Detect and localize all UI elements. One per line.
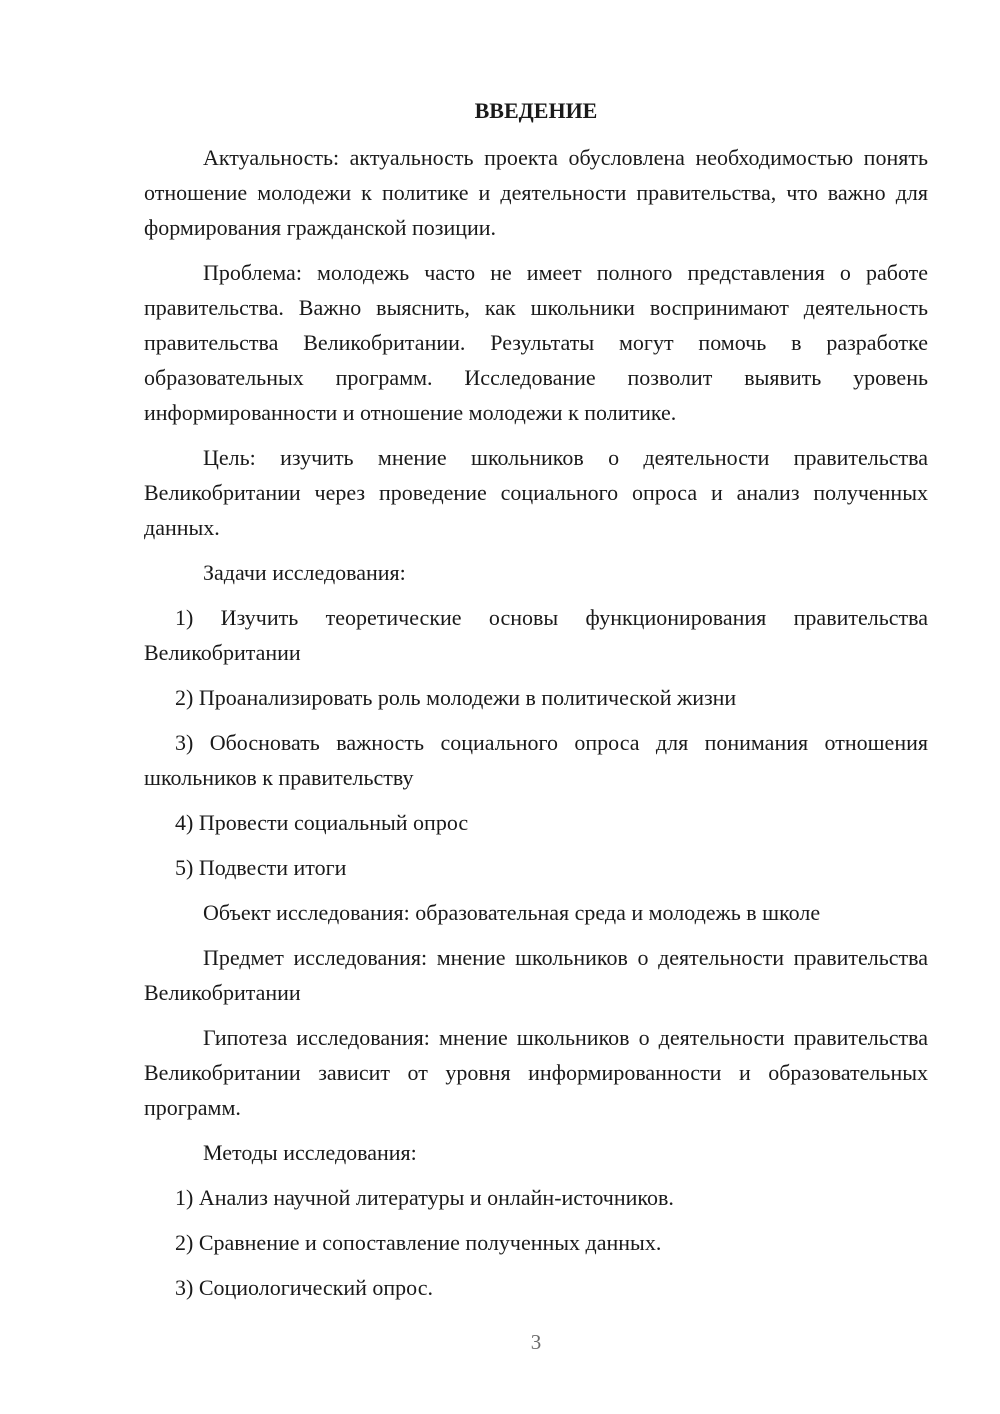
method-item-2: 2) Сравнение и сопоставление полученных данных. <box>175 1230 662 1255</box>
document-body <box>144 96 928 1315</box>
section-heading: ВВЕДЕНИЕ <box>474 98 598 123</box>
method-item-1: 1) Анализ научной литературы и онлайн-источников. <box>175 1185 674 1210</box>
goal-paragraph: Цель: изучить мнение школьников о деятельности правительства Великобритании через проведение социального опроса и анализ полученных данных. <box>144 445 928 540</box>
task-item-5: 5) Подвести итоги <box>175 855 347 880</box>
task-item-2: 2) Проанализировать роль молодежи в политической жизни <box>175 685 737 710</box>
task-item-3: 3) Обосновать важность социального опроса для понимания отношения школьников к правительству <box>144 730 928 790</box>
method-item-3: 3) Социологический опрос. <box>175 1275 433 1300</box>
task-item-4: 4) Провести социальный опрос <box>175 810 469 835</box>
hypothesis-paragraph: Гипотеза исследования: мнение школьников о деятельности правительства Великобритании зависит от уровня информированности и образовательных программ. <box>144 1025 928 1120</box>
object-paragraph: Объект исследования: образовательная среда и молодежь в школе <box>203 900 821 925</box>
subject-paragraph: Предмет исследования: мнение школьников о деятельности правительства Великобритании <box>144 945 928 1005</box>
tasks-heading: Задачи исследования: <box>203 560 406 585</box>
page-number: 3 <box>530 1330 542 1354</box>
task-item-1: 1) Изучить теоретические основы функционирования правительства Великобритании <box>144 605 928 665</box>
problem-paragraph: Проблема: молодежь часто не имеет полного представления о работе правительства. Важно выяснить, как школьники воспринимают деятельность правительства Великобритании. Результаты могут помочь в разработке образовательных программ. Исследование позволит выявить уровень информированности и отношение молодежи к политике. <box>144 260 928 425</box>
methods-heading: Методы исследования: <box>203 1140 417 1165</box>
relevance-paragraph: Актуальность: актуальность проекта обусловлена необходимостью понять отношение молодежи к политике и деятельности правительства, что важно для формирования гражданской позиции. <box>144 145 928 240</box>
